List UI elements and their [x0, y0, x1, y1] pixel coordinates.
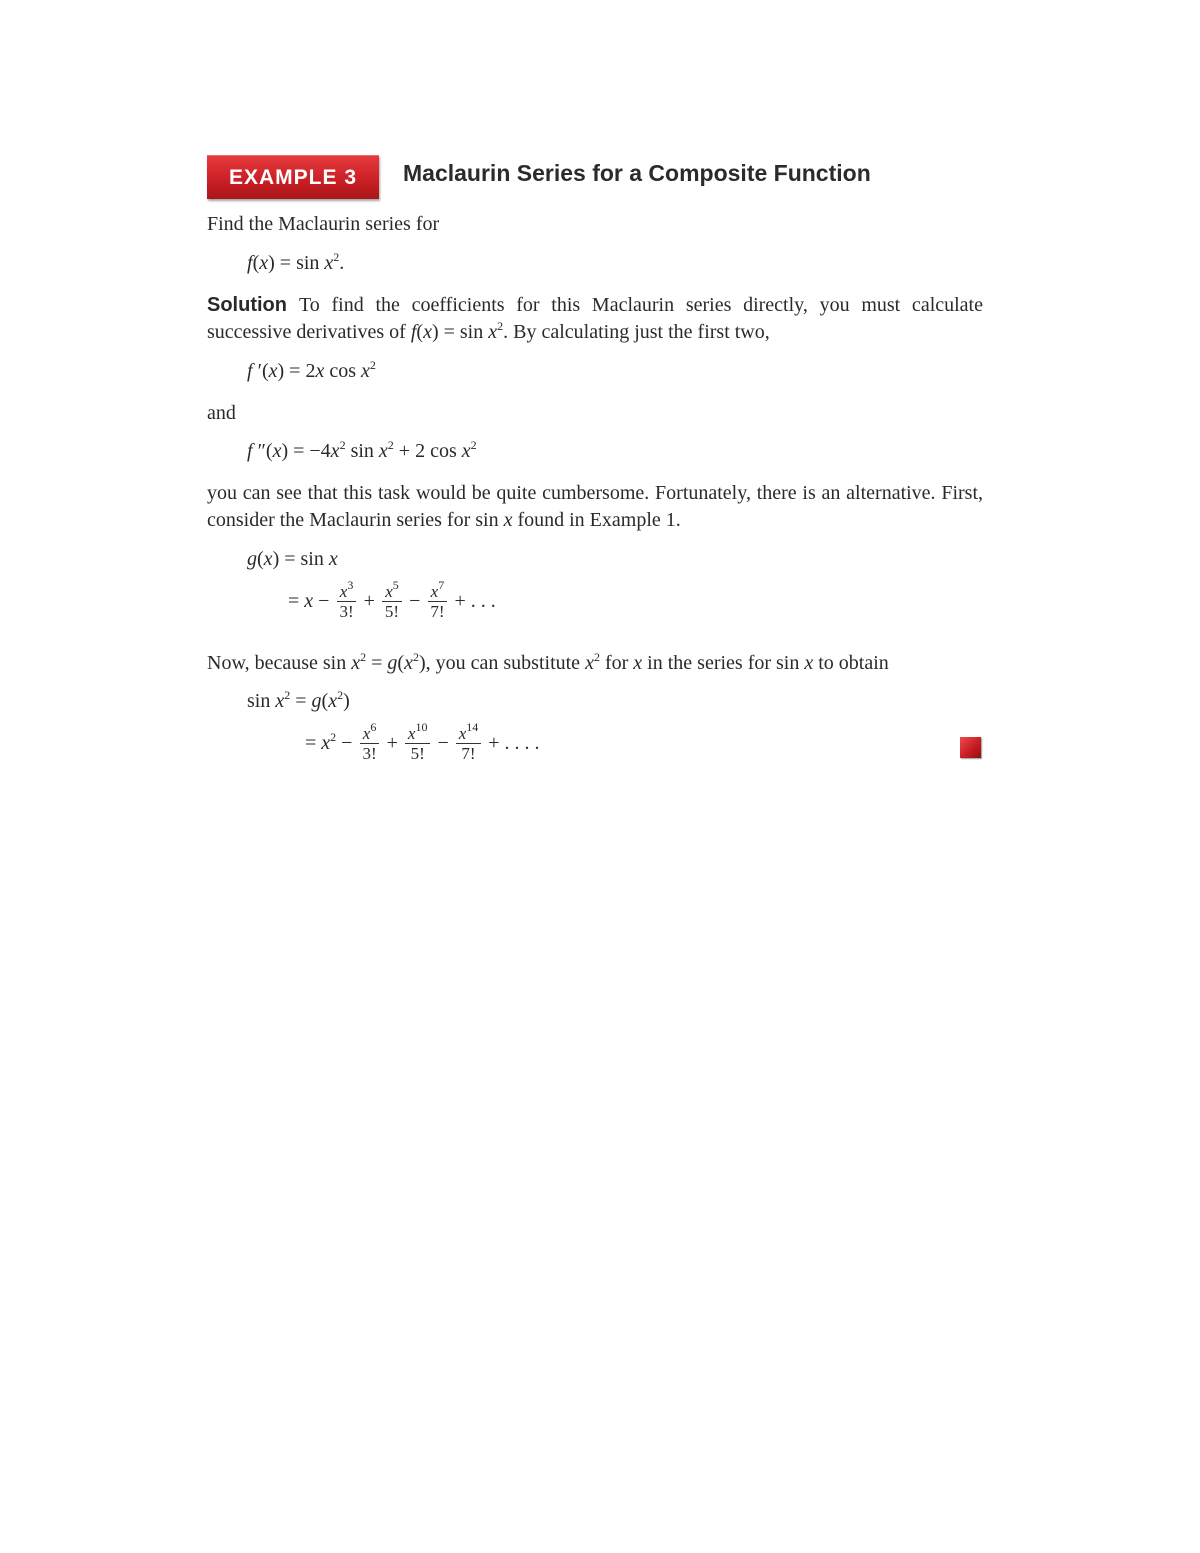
now-word: Now, because	[207, 652, 318, 674]
substitution-text: Now, because $\sin x^2 = g(x^2)$, you can substitute $x^2$ for x in the series for sin x to obtain	[207, 650, 889, 674]
series-sin-x2: = $x^2$ − $\frac{x^6}{3!}$ + $\frac{x^{10}}{5!}$ − $\frac{x^{14}}{7!}$ + . . . .	[305, 720, 540, 763]
intro-text: Find the Maclaurin series for	[207, 213, 440, 235]
equation-f-prime: f ′(x) = 2x $\cos x^2$	[247, 358, 376, 382]
sin-word: sin	[322, 652, 347, 674]
example-badge: EXAMPLE 3	[207, 155, 379, 199]
solution-label: Solution	[207, 294, 287, 316]
solution-paragraph: Solution To find the coefficients for this Maclaurin series directly, you must calculate successive derivatives of $f(x) = \sin x^2$. By calculating just the first two,	[207, 294, 983, 343]
and-text: and	[207, 402, 236, 424]
equation-g: g(x) = sin x	[247, 548, 338, 570]
obtain-suffix: to obtain	[818, 652, 889, 674]
equation-sin-x2: $\sin x^2 = g(x^2)$	[247, 688, 350, 712]
equation-f: $f(x) = \sin x^2$.	[247, 250, 345, 274]
alternative-paragraph: you can see that this task would be quite cumbersome. Fortunately, there is an alternative. First, consider the Maclaurin series for sin x found in Example 1.	[207, 482, 983, 531]
series-sin-x: = x − $\frac{x^3}{3!}$ + $\frac{x^5}{5!}$ − $\frac{x^7}{7!}$ + . . .	[288, 578, 496, 621]
example-title: Maclaurin Series for a Composite Function	[403, 160, 871, 186]
equation-f-double-prime: f $''(x) = -4x^2$ $\sin x^2 + 2$ $\cos x^2$	[247, 438, 477, 462]
end-of-example-icon	[960, 737, 981, 758]
